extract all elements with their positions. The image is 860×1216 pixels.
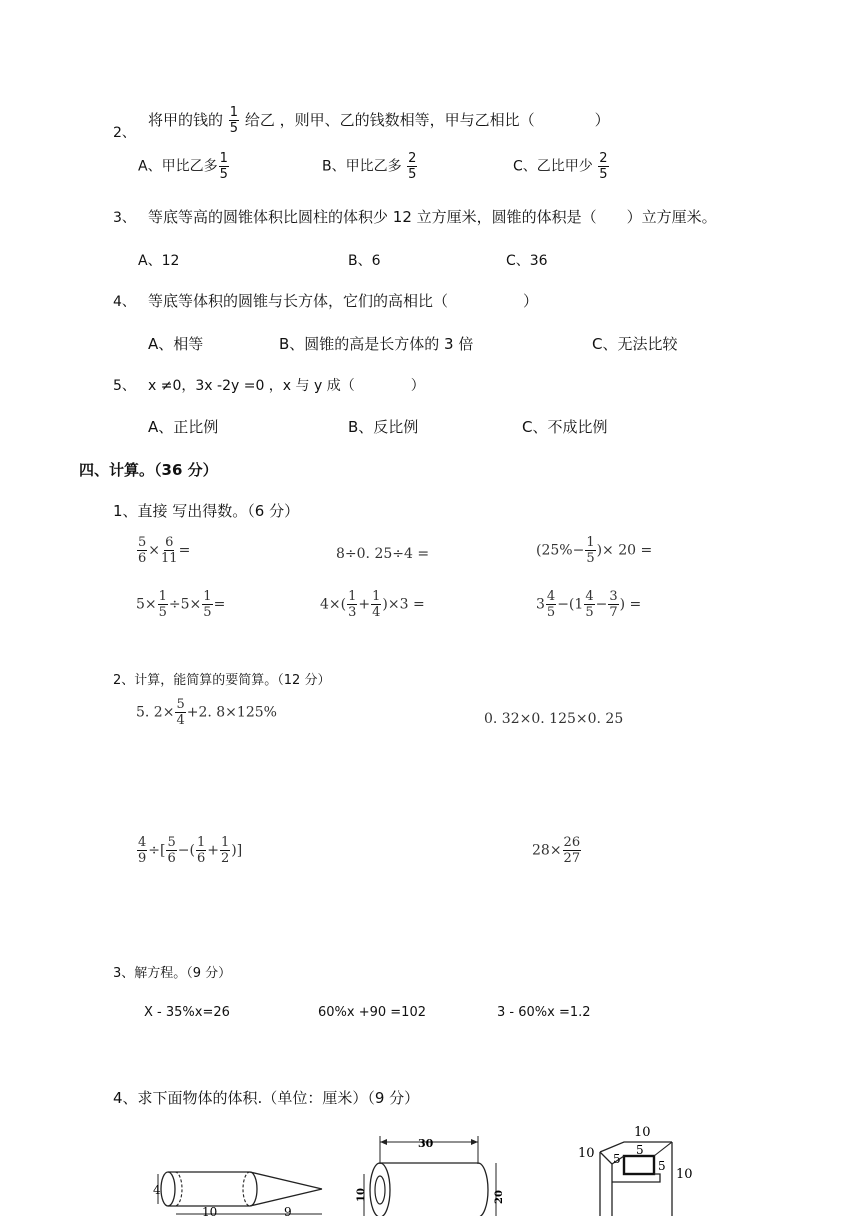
q4-option-c: C、无法比较: [592, 335, 678, 353]
q3-option-a: A、12: [138, 253, 180, 269]
figure-notched-cube: [572, 1120, 702, 1216]
part2-title: 2、计算，能简算的要简算。（12 分）: [113, 673, 331, 688]
p1-expr-5: 4×( $\frac{1}{3}$ + $\frac{1}{4}$ )×3 =: [320, 589, 425, 620]
p2-expr-3: $\frac{4}{9}$ ÷[ $\frac{5}{6}$ −( $\frac{1}{6}$ + $\frac{1}{2}$ )]: [138, 835, 243, 866]
part1-title: 1、直接 写出得数。（6 分）: [113, 502, 300, 520]
fig3-cut-label-2: 5: [613, 1152, 621, 1166]
q5-option-c: C、不成比例: [522, 418, 608, 436]
equation-3: 3 - 60%x =1.2: [497, 1005, 591, 1020]
fig3-right-label: 10: [676, 1167, 693, 1182]
part3-title: 3、解方程。（9 分）: [113, 966, 232, 981]
q3-stem: 等底等高的圆锥体积比圆柱的体积少 12 立方厘米，圆锥的体积是（ ）立方厘米。: [148, 208, 717, 226]
q5-number: 5、: [113, 378, 136, 394]
q5-option-b: B、反比例: [348, 418, 419, 436]
section-heading: 四、计算。（36 分）: [79, 461, 218, 479]
q2-stem: [148, 106, 610, 135]
fig3-cut-label-1: 5: [636, 1143, 644, 1157]
p1-expr-4: 5× $\frac{1}{5}$ ÷5× $\frac{1}{5}$ =: [136, 589, 226, 620]
p1-expr-1: $\frac{5}{6}$ × $\frac{6}{11}$ =: [138, 535, 191, 566]
p1-expr-6: 3 $\frac{4}{5}$ −(1 $\frac{4}{5}$ − $\frac{3}{7}$ ) =: [536, 589, 642, 620]
p2-expr-4: 28× $\frac{26}{27}$: [532, 835, 581, 866]
equation-2: 60%x +90 =102: [318, 1005, 426, 1020]
q2-stem-fraction: $\frac{1}{5}$: [229, 105, 239, 136]
q3-option-b: B、6: [348, 253, 381, 269]
q3-number: 3、: [113, 210, 136, 226]
p2-expr-2: 0. 32×0. 125×0. 25: [484, 711, 624, 727]
fig3-top-label: 10: [634, 1125, 651, 1140]
fig1-width2-label: 9: [284, 1205, 292, 1216]
p1-expr-3: (25%− $\frac{1}{5}$ )× 20 =: [536, 535, 653, 566]
figure-cylinder-cone: [150, 1160, 335, 1216]
equation-1: X - 35%x=26: [144, 1005, 230, 1020]
q4-option-a: A、相等: [148, 335, 204, 353]
fig3-cut-label-3: 5: [658, 1159, 666, 1173]
p2-expr-1: 5. 2× $\frac{5}{4}$ +2. 8×125%: [136, 697, 277, 728]
figure-hollow-cylinder: [350, 1128, 510, 1216]
q4-stem: 等底等体积的圆锥与长方体，它们的高相比（ ）: [148, 292, 539, 310]
part4-title: 4、求下面物体的体积.（单位：厘米）（9 分）: [113, 1089, 420, 1107]
fig1-height-label: 4: [153, 1183, 161, 1197]
q2-option-c: C、乙比甲少 $\frac{2}{5}$: [513, 151, 608, 182]
q2-option-a: A、甲比乙多 $\frac{1}{5}$: [138, 151, 228, 182]
fig2-outer-label: 20: [494, 1190, 505, 1204]
fig2-length-label: 30: [418, 1137, 434, 1150]
fig1-width1-label: 10: [202, 1205, 218, 1216]
q5-option-a: A、正比例: [148, 418, 219, 436]
q2-option-b: B、甲比乙多 $\frac{2}{5}$: [322, 151, 417, 182]
q2-stem-pre: 将甲的钱的: [148, 111, 224, 129]
q4-option-b: B、圆锥的高是长方体的 3 倍: [279, 335, 474, 353]
fig3-left-label: 10: [578, 1146, 595, 1161]
p1-expr-2: 8÷0. 25÷4 =: [336, 546, 430, 562]
q4-number: 4、: [113, 294, 136, 310]
q2-number: 2、: [113, 125, 136, 141]
q3-option-c: C、36: [506, 253, 548, 269]
q2-stem-post: 给乙 ，则甲、乙的钱数相等，甲与乙相比（ ）: [244, 111, 610, 129]
fig2-inner-label: 10: [356, 1188, 367, 1202]
q5-stem: x ≠0，3x -2y =0 ，x 与 y 成（ ）: [148, 378, 425, 394]
